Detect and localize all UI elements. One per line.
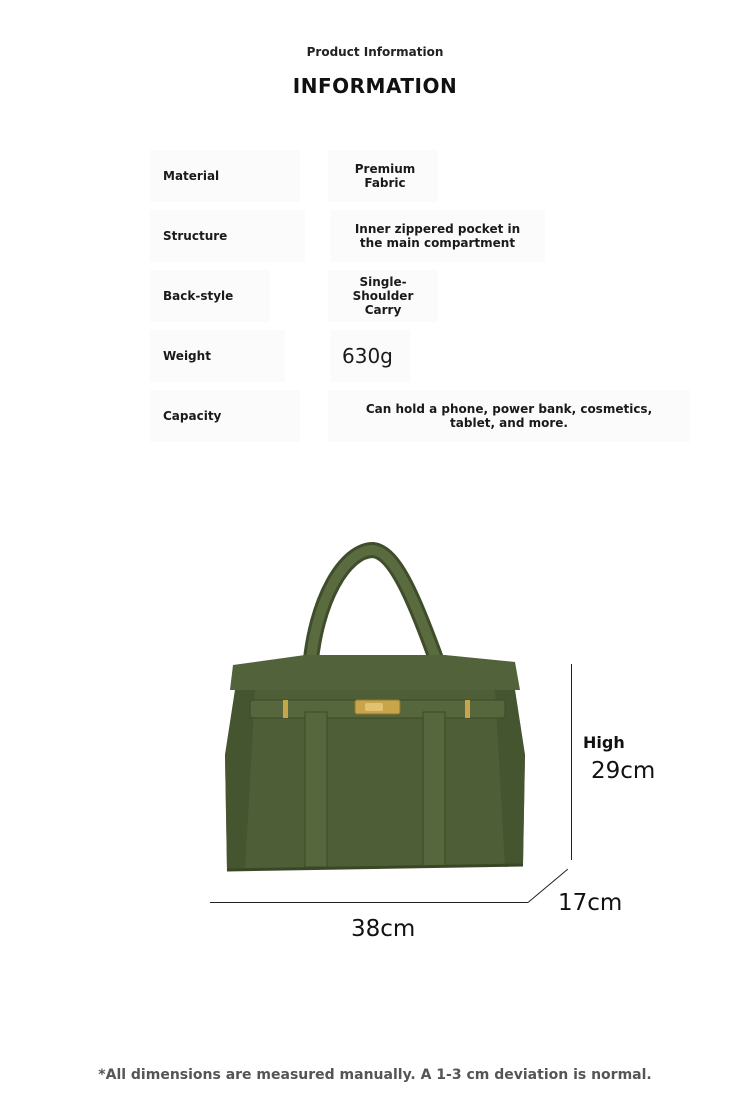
height-label: High [583, 733, 625, 752]
spec-value: Premium Fabric [328, 150, 438, 202]
spec-row-capacity [0, 390, 750, 442]
spec-row-structure [0, 210, 750, 262]
spec-label: Structure [150, 210, 305, 262]
spec-label: Capacity [150, 390, 300, 442]
height-dimension-line [571, 664, 572, 860]
spec-value: Single-Shoulder Carry [328, 270, 438, 322]
spec-value: Can hold a phone, power bank, cosmetics, tablet, and more. [328, 390, 690, 442]
spec-value: Inner zippered pocket in the main compartment [330, 210, 545, 262]
spec-row-weight [0, 330, 750, 382]
height-value: 29cm [591, 758, 656, 784]
information-title: INFORMATION [292, 74, 458, 98]
product-information-subtitle: Product Information [306, 45, 444, 59]
spec-label: Weight [150, 330, 285, 382]
handbag-image [215, 540, 535, 885]
spec-row-material [0, 150, 750, 202]
spec-label: Back-style [150, 270, 270, 322]
spec-row-back-style [0, 270, 750, 322]
width-value: 38cm [351, 916, 416, 942]
spec-value: 630g [330, 330, 410, 382]
width-dimension-line [210, 902, 528, 903]
spec-label: Material [150, 150, 300, 202]
depth-value: 17cm [558, 890, 623, 916]
measurement-footnote: *All dimensions are measured manually. A 1-3 cm deviation is normal. [98, 1067, 652, 1083]
